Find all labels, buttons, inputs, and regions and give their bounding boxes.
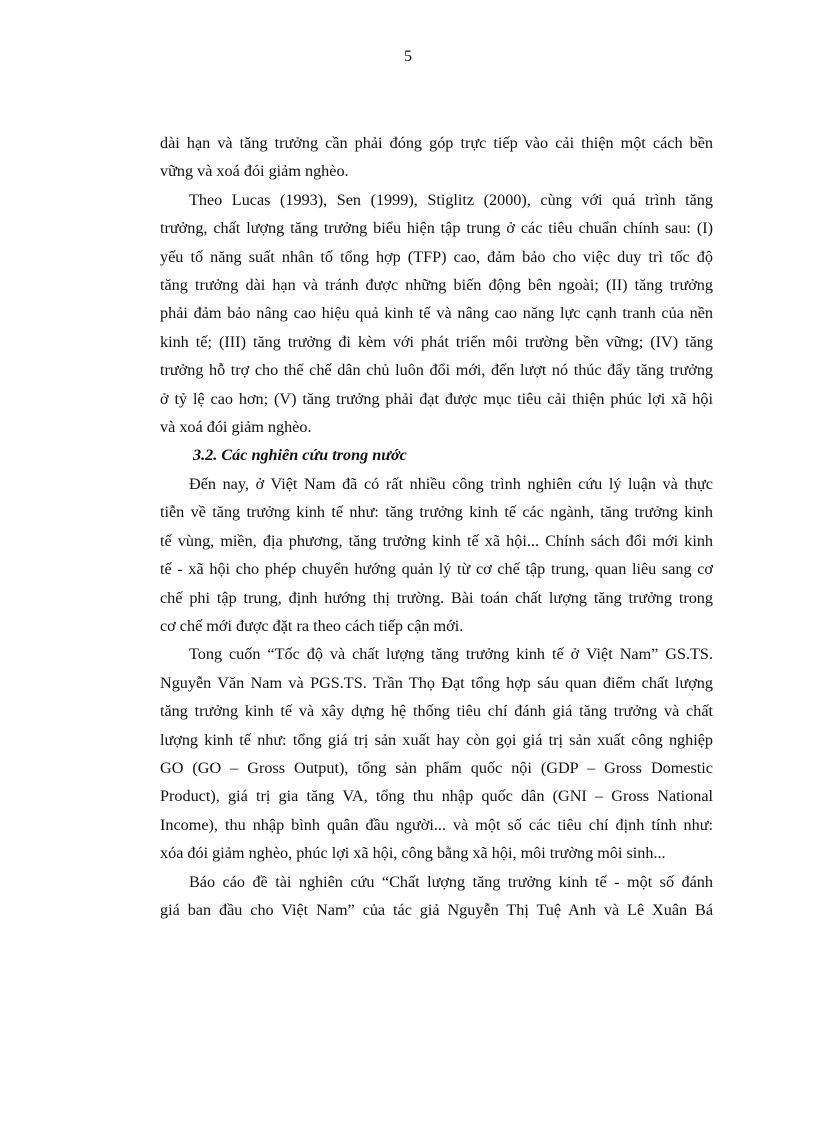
paragraph <box>160 129 713 186</box>
text-line: tế - xã hội cho phép chuyển hướng quản lý từ cơ chế tập trung, quan liêu sang cơ <box>160 560 713 579</box>
text-line: chế phi tập trung, định hướng thị trường. Bài toán chất lượng tăng trưởng trong <box>160 588 713 607</box>
text-line: ở tỷ lệ cao hơn; (V) tăng trưởng phải đạt được mục tiêu cải thiện phúc lợi xã hội <box>160 389 713 408</box>
text-line: GO (GO – Gross Output), tổng sản phẩm quốc nội (GDP – Gross Domestic <box>160 758 713 777</box>
text-line: Đến nay, ở Việt Nam đã có rất nhiều công trình nghiên cứu lý luận và thực <box>189 474 713 493</box>
text-line: trưởng, chất lượng tăng trưởng biểu hiện tập trung ở các tiêu chuẩn chính sau: (I) <box>160 219 713 238</box>
text-line: tế vùng, miền, địa phương, tăng trưởng kinh tế xã hội... Chính sách đổi mới kinh <box>160 531 713 550</box>
text-line: vững và xoá đói giảm nghèo. <box>160 162 349 181</box>
text-line: yếu tố năng suất nhân tố tổng hợp (TFP) cao, đảm bảo cho việc duy trì tốc độ <box>160 247 713 266</box>
text-line: và xoá đói giảm nghèo. <box>160 418 312 437</box>
text-line: tiễn về tăng trưởng kinh tế như: tăng trưởng kinh tế các ngành, tăng trưởng kinh <box>160 503 713 522</box>
paragraph <box>160 868 713 925</box>
text-line: cơ chế mới được đặt ra theo cách tiếp cận mới. <box>160 616 464 635</box>
text-line: Theo Lucas (1993), Sen (1999), Stiglitz (2000), cùng với quá trình tăng <box>189 190 713 209</box>
text-line: dài hạn và tăng trưởng cần phải đóng góp trực tiếp vào cải thiện một cách bền <box>160 134 713 152</box>
text-line: kinh tế; (III) tăng trưởng đi kèm với phát triển môi trường bền vững; (IV) tăng <box>160 332 713 351</box>
page-number: 5 <box>404 48 412 65</box>
paragraph <box>160 640 713 867</box>
paragraph <box>160 470 713 640</box>
text-line: xóa đói giảm nghèo, phúc lợi xã hội, công bằng xã hội, môi trường môi sinh... <box>160 844 666 863</box>
text-line: tăng trưởng dài hạn và tránh được những biến động bên ngoài; (II) tăng trưởng <box>160 276 713 295</box>
text-line: Tong cuốn “Tốc độ và chất lượng tăng trưởng kinh tế ở Việt Nam” GS.TS. <box>189 645 713 664</box>
text-line: Nguyễn Văn Nam và PGS.TS. Trần Thọ Đạt tổng hợp sáu quan điểm chất lượng <box>160 673 713 692</box>
text-line: Product), giá trị gia tăng VA, tổng thu nhập quốc dân (GNI – Gross National <box>160 787 713 806</box>
text-line: Báo cáo đề tài nghiên cứu “Chất lượng tăng trưởng kinh tế - một số đánh <box>189 872 713 891</box>
text-line: giá ban đầu cho Việt Nam” của tác giả Nguyễn Thị Tuệ Anh và Lê Xuân Bá <box>160 900 713 919</box>
text-line: phải đảm bảo nâng cao hiệu quả kinh tế và nâng cao năng lực cạnh tranh của nền <box>160 304 713 323</box>
text-line: tăng trưởng kinh tế và xây dựng hệ thống tiêu chí đánh giá tăng trưởng và chất <box>160 702 713 721</box>
text-line: Income), thu nhập bình quân đầu người... và một số các tiêu chí định tính như: <box>160 815 713 834</box>
section-heading: 3.2. Các nghiên cứu trong nước <box>193 446 407 465</box>
paragraph <box>160 186 713 442</box>
text-line: trưởng hỗ trợ cho thể chế dân chủ luôn đổi mới, đến lượt nó thúc đẩy tăng trưởng <box>160 361 713 380</box>
document-body <box>160 129 713 924</box>
text-line: lượng kinh tế như: tổng giá trị sản xuất hay còn gọi giá trị sản xuất công nghiệp <box>160 730 713 749</box>
